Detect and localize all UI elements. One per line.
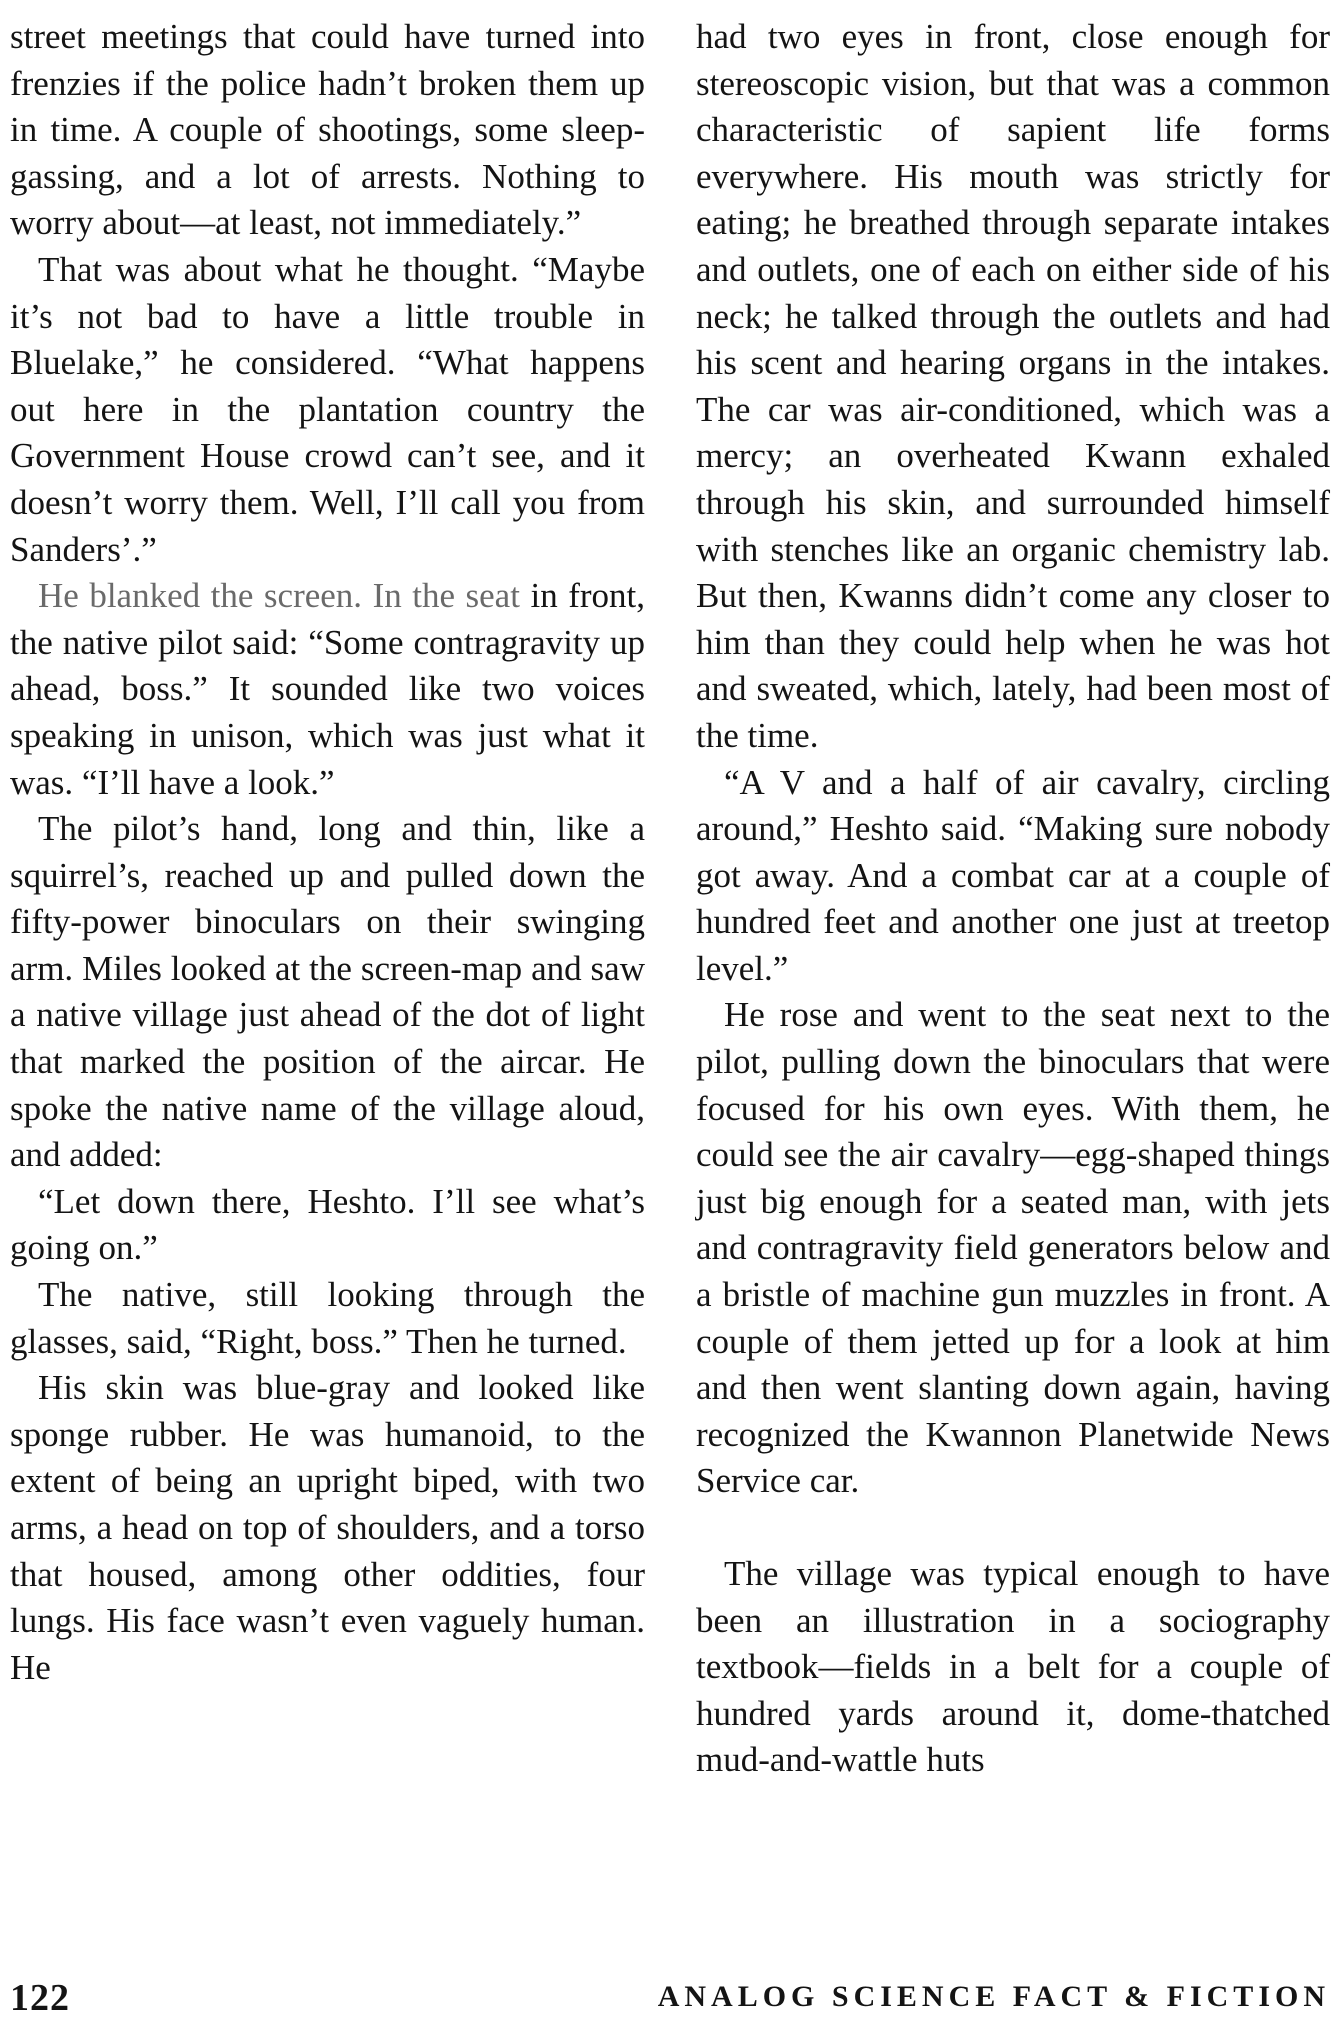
paragraph: He rose and went to the seat next to the pilot, pulling down the binoculars that were focused for his own eyes. With them, he could see the air cavalry—egg-shaped things just big enough for a seated man, with jets and contragravity field generators below and a bristle of machine gun muzzles in front. A couple of them jetted up for a look at him and then went slanting down again, having recognized the Kwannon Planetwide News Service car. — [696, 995, 1330, 1501]
paragraph: The pilot’s hand, long and thin, like a squirrel’s, reached up and pulled down the fifty-power binoculars on their swinging arm. Miles looked at the screen-map and saw a native village just ahead of the dot of light that marked the position of the aircar. He spoke the native name of the village aloud, and added: — [10, 809, 645, 1175]
faded-text: He blanked the screen. In the seat — [38, 576, 520, 616]
page-number: 122 — [10, 1977, 70, 2019]
paragraph-text: in front, the native pilot said: “Some contragravity up ahead, boss.” It sounded like two voices speaking in unison, which was just what it was. “I’ll have a look.” — [10, 576, 646, 802]
paragraph: street meetings that could have turned into frenzies if the police hadn’t broken them up in time. A couple of shootings, some sleep-gassing, and a lot of arrests. Nothing to worry about—at least, not immediately.” — [10, 17, 645, 243]
left-column — [10, 14, 645, 1691]
paragraph: The village was typical enough to have been an illustration in a sociography textbook—fields in a belt for a couple of hundred yards around it, dome-thatched mud-and-wattle huts — [696, 1554, 1330, 1780]
paragraph: had two eyes in front, close enough for stereoscopic vision, but that was a common characteristic of sapient life forms everywhere. His mouth was strictly for eating; he breathed through separate intakes and outlets, one of each on either side of his neck; he talked through the outlets and had his scent and hearing organs in the intakes. The car was air-conditioned, which was a mercy; an overheated Kwann exhaled through his skin, and surrounded himself with stenches like an organic chemistry lab. But then, Kwanns didn’t come any closer to him than they could help when he was hot and sweated, which, lately, had been most of the time. — [696, 17, 1330, 755]
right-column — [696, 14, 1330, 1784]
page-footer — [10, 1976, 1330, 2026]
running-title: ANALOG SCIENCE FACT & FICTION — [657, 1980, 1330, 2013]
paragraph: The native, still looking through the glasses, said, “Right, boss.” Then he turned. — [10, 1275, 645, 1361]
paragraph: That was about what he thought. “Maybe it’s not bad to have a little trouble in Bluelake,” he considered. “What happens out here in the plantation country the Government House crowd can’t see, and it doesn’t worry them. Well, I’ll call you from Sanders’.” — [10, 249, 645, 569]
paragraph: “Let down there, Heshto. I’ll see what’s going on.” — [10, 1181, 645, 1268]
paragraph — [10, 573, 645, 806]
paragraph: His skin was blue-gray and looked like sponge rubber. He was humanoid, to the extent of being an upright biped, with two arms, a head on top of shoulders, and a torso that housed, among other oddities, four lungs. His face wasn’t even vaguely human. He — [10, 1368, 645, 1687]
paragraph: “A V and a half of air cavalry, circling around,” Heshto said. “Making sure nobody got away. And a combat car at a couple of hundred feet and another one just at treetop level.” — [696, 762, 1330, 988]
